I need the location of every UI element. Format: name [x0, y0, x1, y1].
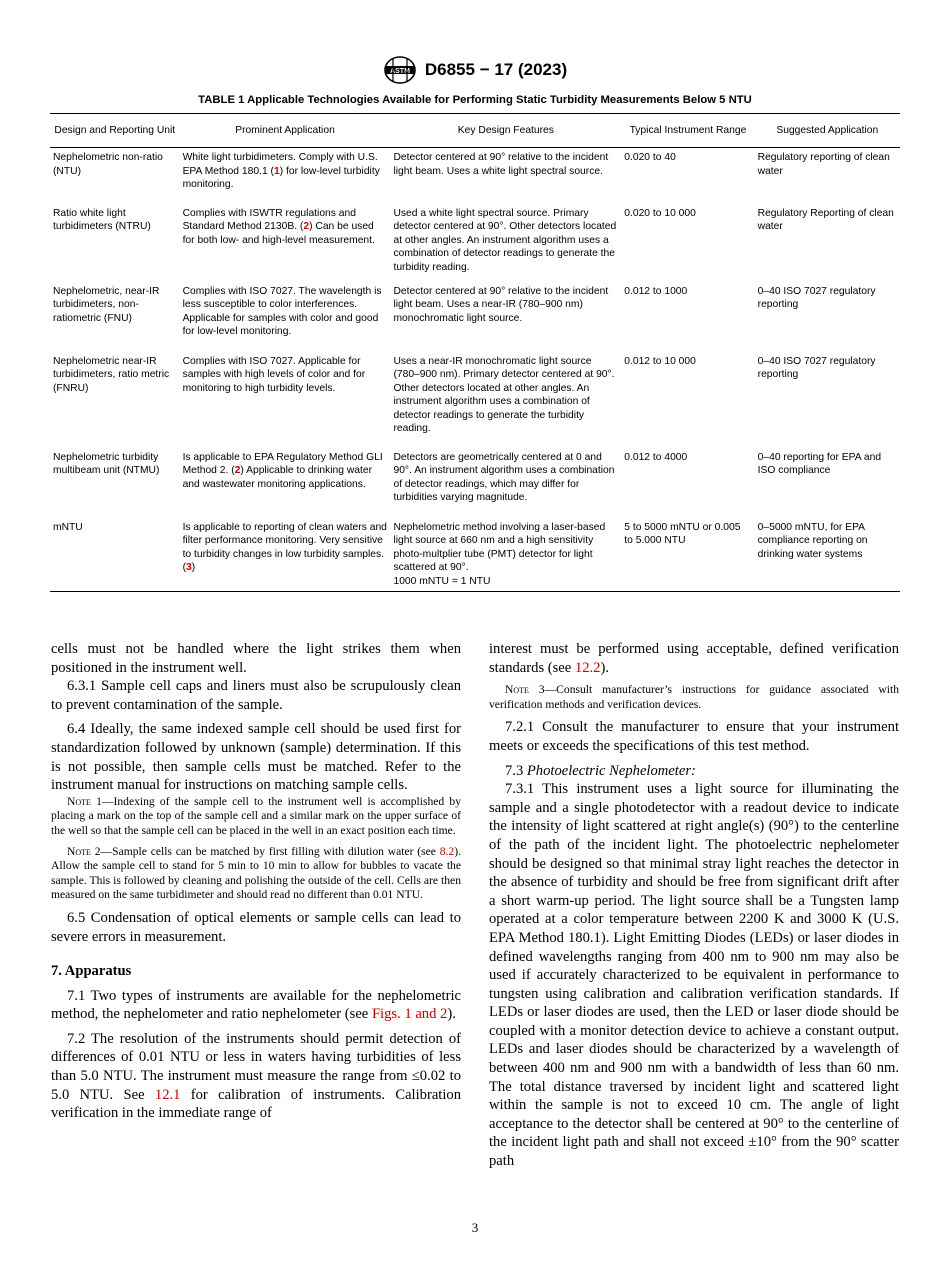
paragraph-continuation: interest must be performed using acceptable, defined verification standards (see 12.2).: [489, 641, 899, 676]
cell-suggested: 0–40 reporting for EPA and ISO compliance: [757, 451, 882, 477]
header-suggested: Suggested Application: [755, 114, 900, 148]
note-3: Note 3—Consult manufacturer’s instructions for guidance associated with verification methods and verification devices.: [489, 683, 899, 711]
cell-suggested: 0–40 ISO 7027 regulatory reporting: [757, 355, 876, 381]
cell-range: 0.020 to 10 000: [624, 207, 696, 219]
cell-features: Detectors are geometrically centered at 0 and 90°. An instrument algorithm uses a combination of detector readings, which may differ for turbidities varying magnitude.: [393, 451, 615, 504]
cell-design: Nephelometric near-IR turbidimeters, ratio metric (FNRU): [53, 355, 170, 394]
section-link-8-2[interactable]: 8.2: [439, 844, 455, 858]
paragraph-7-3-1: 7.3.1 This instrument uses a light source for illuminating the sample and a single photodetector with a readout device to indicate the intensity of light scattered at right angle(s) (90°) to the centerline of the path of the incident light. The photoelectric nephelometer should be designed so that minimal stray light reaches the detector in the absence of turbidity and should be free from significant drift after a short warm-up period. The light source shall be a Tungsten lamp operated at a color temperature between 2200 K and 3000 K (U.S. EPA Method 180.1). Light Emitting Diodes (LEDs) or laser diodes in defined wavelengths ranging from 400 nm to 900 nm may also be used if accurately characterized to be equivalent in performance to tungsten using calibration and calibration verification standards. If LEDs or laser diodes are used, then the LED or laser diode should be coupled with a monitor detection device to achieve a constant output. LEDs and laser diodes should be characterized by a wavelength of between 400 nm and 900 nm with a bandwidth of less than 60 nm. The total distance traversed by incident light and scattered light within the sample is not to exceed 10 cm. The angle of light acceptance to the detector shall be centered at 90° to the centerline of the incident light path and shall not exceed ±10° from the 90° scatter path: [489, 781, 899, 1170]
cell-design: Nephelometric non-ratio (NTU): [53, 152, 163, 177]
cell-application: Is applicable to EPA Regulatory Method GLI Method 2. (2) Applicable to drinking water and wastewater monitoring applications.: [182, 451, 383, 490]
cell-design: mNTU: [50, 518, 180, 592]
cell-features: Uses a near-IR monochromatic light source (780–900 nm). Primary detector centered at 90°. Other detectors located at other angles. An instrument algorithm uses a combination of detector readings to generate the turbidity reading.: [393, 355, 615, 435]
paragraph-6-3-1: 6.3.1 Sample cell caps and liners must also be scrupulously clean to prevent contamination of the sample.: [51, 678, 461, 713]
cell-features: Detector centered at 90° relative to the incident light beam. Uses a white light spectral source.: [393, 152, 609, 177]
astm-logo-icon: [383, 55, 417, 85]
cell-design: Ratio white light turbidimeters (NTRU): [53, 207, 151, 233]
table-row: [50, 352, 900, 448]
table-row: [50, 282, 900, 352]
cell-range: 0.012 to 4000: [624, 451, 688, 463]
table-row: [50, 204, 900, 282]
cell-features: Detector centered at 90° relative to the incident light beam. Uses a near-IR (780–900 nm) monochromatic light source.: [393, 285, 609, 324]
cell-suggested: 0–5000 mNTU, for EPA compliance reporting on drinking water systems: [755, 518, 900, 592]
cell-design: Nephelometric, near-IR turbidimeters, non-ratiometric (FNU): [53, 285, 160, 324]
page-header: [0, 52, 950, 88]
section-heading-apparatus: 7. Apparatus: [51, 963, 132, 980]
cell-suggested: Regulatory Reporting of clean water: [757, 207, 894, 233]
section-link-12-1[interactable]: 12.1: [154, 1086, 181, 1103]
reference-link[interactable]: 2: [303, 221, 310, 233]
header-features: Key Design Features: [390, 114, 621, 148]
cell-features: Used a white light spectral source. Primary detector centered at 90°. Other detectors located at other angles. An instrument algorithm uses a combination of detector readings to generate the turbidity reading.: [393, 207, 617, 273]
cell-application: Complies with ISO 7027. The wavelength is less susceptible to color interferences. Applicable for samples with color and good for low-level monitoring.: [182, 285, 382, 338]
paragraph-7-1: 7.1 Two types of instruments are available for the nephelometric method, the nephelometer and ratio nephelometer (see Figs. 1 and 2).: [51, 987, 461, 1023]
note-2: Note 2—Sample cells can be matched by first filling with dilution water (see 8.2). Allow the sample cell to stand for 5 min to 10 min to allow for bubbles to vacate the sample. This is followed by cleaning and polishing the outside of the cell. Cells are then measured on the same turbidimeter and should read no different than 0.01 NTU.: [51, 844, 461, 902]
table-row: [50, 448, 900, 518]
paragraph-7-3: 7.3 Photoelectric Nephelometer:: [505, 762, 696, 779]
cell-application: White light turbidimeters. Comply with U.S. EPA Method 180.1 (1) for low-level turbidity monitoring.: [182, 152, 380, 191]
cell-range: 0.020 to 40: [624, 152, 676, 163]
table-row: [50, 148, 900, 204]
paragraph-7-2: 7.2 The resolution of the instruments should permit detection of differences of 0.01 NTU or less in waters having turbidities of less than 5.0 NTU. The instrument must measure the range from ≤0.02 to 5.0 NTU. See 12.1 for calibration of instruments. Calibration verification in the immediate range of: [51, 1030, 461, 1122]
technologies-table: [50, 113, 900, 592]
cell-design: Nephelometric turbidity multibeam unit (NTMU): [53, 451, 160, 477]
cell-range: 0.012 to 10 000: [624, 355, 696, 367]
reference-link[interactable]: 2: [234, 465, 241, 477]
note-1: Note 1—Indexing of the sample cell to the instrument well is accomplished by placing a mark on the top of the sample cell and a similar mark on the upper surface of the well so that the sample cell can be placed in the well in an exact position each time.: [51, 794, 461, 837]
right-column: [489, 640, 899, 1171]
paragraph-6-5: 6.5 Condensation of optical elements or sample cells can lead to severe errors in measurement.: [51, 909, 461, 945]
reference-link[interactable]: 3: [186, 562, 192, 574]
cell-features: Nephelometric method involving a laser-based light source at 660 nm and a high sensitivity photo-multplier tube (PMT) detector for light scattered at 90°. 1000 mNTU = 1 NTU: [390, 518, 621, 592]
cell-range: 0.012 to 1000: [624, 285, 688, 297]
cell-application: Complies with ISO 7027. Applicable for samples with high levels of color and for monitoring to high turbidity levels.: [182, 355, 366, 394]
paragraph-7-2-1: 7.2.1 Consult the manufacturer to ensure that your instrument meets or exceeds the specifications of this test method.: [489, 719, 899, 754]
standard-designation: D6855 − 17 (2023): [424, 60, 568, 79]
subsection-title: Photoelectric Nephelometer:: [526, 762, 696, 779]
paragraph-continuation: cells must not be handled where the light strikes them when positioned in the instrument well.: [51, 641, 461, 676]
paragraph-6-4: 6.4 Ideally, the same indexed sample cell should be used first for standardization followed by unknown (sample) determination. If this is not possible, then sample cells must be matched. Refer to the instrument manual for instructions on matching sample cells.: [51, 721, 461, 794]
cell-suggested: Regulatory reporting of clean water: [757, 152, 890, 177]
header-range: Typical Instrument Range: [621, 114, 754, 148]
svg-text:ASTM: ASTM: [389, 68, 410, 75]
section-link-12-2[interactable]: 12.2: [574, 659, 601, 676]
reference-link[interactable]: 1: [273, 165, 280, 177]
header-application: Prominent Application: [180, 114, 391, 148]
cell-suggested: 0–40 ISO 7027 regulatory reporting: [757, 285, 876, 311]
cell-application: Is applicable to reporting of clean waters and filter performance monitoring. Very sensitive to turbidity changes in low turbidity samples. (3): [180, 518, 391, 592]
left-column: [51, 640, 461, 1123]
header-design: Design and Reporting Unit: [50, 114, 180, 148]
table-title: TABLE 1 Applicable Technologies Available for Performing Static Turbidity Measurements Below 5 NTU: [198, 94, 752, 106]
table-row: [50, 518, 900, 592]
cell-range: 5 to 5000 mNTU or 0.005 to 5.000 NTU: [621, 518, 754, 592]
figures-link[interactable]: Figs. 1 and 2: [371, 1006, 448, 1023]
cell-application: Complies with ISWTR regulations and Standard Method 2130B. (2) Can be used for both low- and high-level measurement.: [182, 207, 375, 246]
table-header-row: [50, 114, 900, 148]
page-number: 3: [471, 1220, 479, 1235]
